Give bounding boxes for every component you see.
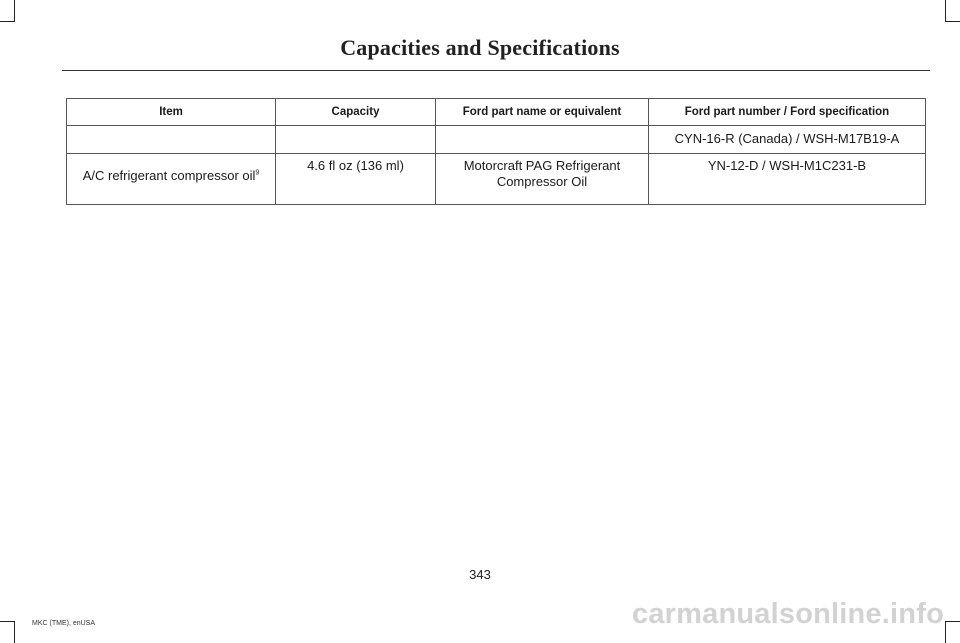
cell-item (67, 154, 276, 205)
cell-part-name (435, 154, 648, 205)
cell-part-name (435, 126, 648, 154)
header-part-number: Ford part number / Ford specification (648, 99, 925, 126)
specifications-table (66, 98, 926, 205)
table-row (67, 126, 926, 154)
cell-part-number: CYN-16-R (Canada) / WSH-M17B19-A (648, 126, 925, 154)
cell-capacity (276, 126, 436, 154)
header-part-name: Ford part name or equivalent (435, 99, 648, 126)
part-name-line: Motorcraft PAG Refrigerant (463, 158, 621, 173)
page-title: Capacities and Specifications (340, 35, 620, 60)
header-capacity: Capacity (276, 99, 436, 126)
cell-capacity: 4.6 fl oz (136 ml) (276, 154, 436, 205)
cell-part-number: YN-12-D / WSH-M1C231-B (648, 154, 925, 205)
item-label: A/C refrigerant compressor oil (82, 168, 256, 183)
table-header-row (67, 99, 926, 126)
crop-mark (945, 21, 960, 22)
title-divider (62, 70, 930, 71)
page-number: 343 (469, 567, 491, 582)
crop-mark (14, 0, 15, 22)
crop-mark (945, 0, 946, 22)
cell-item (67, 126, 276, 154)
footer-model-code: MKC (TME), enUSA (32, 620, 96, 627)
footnote-marker: 9 (255, 169, 260, 177)
crop-mark (0, 21, 15, 22)
part-name-line: Compressor Oil (496, 174, 588, 189)
watermark: carmanualsonline.info (632, 598, 944, 630)
header-item: Item (67, 99, 276, 126)
crop-mark (945, 621, 960, 622)
crop-mark (14, 621, 15, 643)
crop-mark (0, 621, 15, 622)
table-row (67, 154, 926, 205)
crop-mark (945, 621, 946, 643)
